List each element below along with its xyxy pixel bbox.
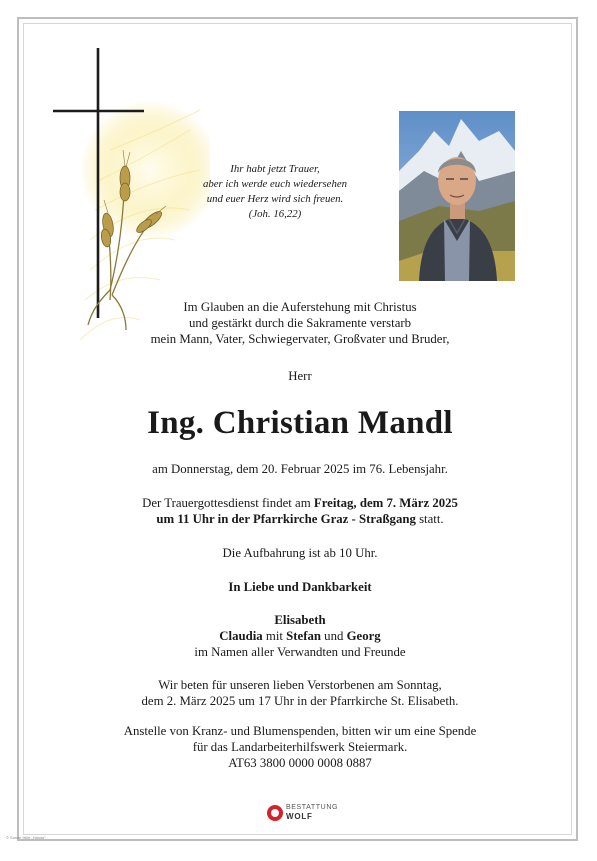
service-time-place: um 11 Uhr in der Pfarrkirche Graz - Straßgang xyxy=(156,512,416,526)
closing-phrase: In Liebe und Dankbarkeit xyxy=(228,580,372,594)
salutation: Herr xyxy=(288,369,312,383)
viewing-info: Die Aufbahrung ist ab 10 Uhr. xyxy=(222,546,378,560)
quote-line: aber ich werde euch wiedersehen xyxy=(202,178,348,190)
service-line-1 xyxy=(60,495,540,511)
donation-line: für das Landarbeiterhilfswerk Steiermark. xyxy=(192,740,408,754)
bestattung-wolf-logo-icon xyxy=(266,804,284,822)
mourner-family: im Namen aller Verwandten und Freunde xyxy=(194,645,406,659)
conjunction: mit xyxy=(262,629,287,643)
death-date-line: am Donnerstag, dem 20. Februar 2025 im 76. Lebensjahr. xyxy=(152,462,448,476)
image-credit: © Susan Hille „Hands“ xyxy=(6,835,46,840)
intro-line: und gestärkt durch die Sakramente verstarb xyxy=(188,316,412,330)
mourner-name: Claudia xyxy=(219,629,263,643)
logo-text-top: BESTATTUNG xyxy=(286,804,339,811)
prayer-info xyxy=(60,677,540,709)
donation-iban: AT63 3800 0000 0008 0887 xyxy=(228,756,372,770)
service-prefix: Der Trauergottesdienst findet am xyxy=(142,496,314,510)
quote-line: Ihr habt jetzt Trauer, xyxy=(230,163,320,175)
logo-text-bottom: WOLF xyxy=(286,812,313,821)
mourner-name: Georg xyxy=(346,629,381,643)
quote-line: und euer Herz wird sich freuen. xyxy=(206,193,344,205)
service-line-2 xyxy=(60,511,540,527)
mourners xyxy=(60,612,540,660)
mourner-name: Stefan xyxy=(286,629,321,643)
service-date: Freitag, dem 7. März 2025 xyxy=(313,496,458,510)
intro-line: mein Mann, Vater, Schwiegervater, Großvater und Bruder, xyxy=(150,332,450,346)
prayer-line: dem 2. März 2025 um 17 Uhr in der Pfarrkirche St. Elisabeth. xyxy=(141,694,459,708)
quote-reference: (Joh. 16,22) xyxy=(248,208,302,220)
mourner-line xyxy=(60,628,540,644)
prayer-line: Wir beten für unseren lieben Verstorbenen am Sonntag, xyxy=(158,678,442,692)
deceased-name: Ing. Christian Mandl xyxy=(147,405,453,441)
intro-text xyxy=(60,299,540,347)
mourner-name: Elisabeth xyxy=(274,613,326,627)
intro-line: Im Glauben an die Auferstehung mit Christus xyxy=(183,300,417,314)
mourner-primary xyxy=(60,612,540,628)
donation-line: Anstelle von Kranz- und Blumenspenden, bitten wir um eine Spende xyxy=(123,724,477,738)
conjunction: und xyxy=(320,629,347,643)
portrait-photo xyxy=(399,111,515,281)
bible-quote xyxy=(190,162,360,222)
donation-info xyxy=(60,723,540,771)
bestattung-wolf-logo xyxy=(266,803,346,823)
service-info xyxy=(60,495,540,527)
service-suffix: statt. xyxy=(415,512,444,526)
